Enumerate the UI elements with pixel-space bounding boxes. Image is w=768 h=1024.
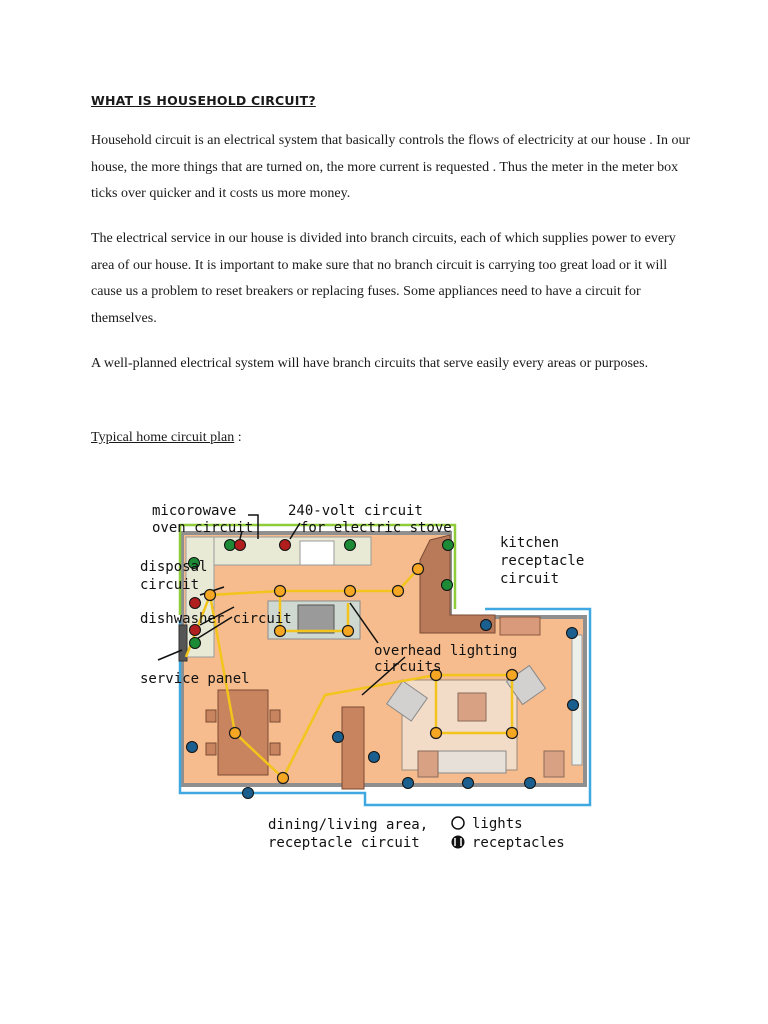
legend-light-symbol — [452, 817, 464, 829]
legend-receptacle-symbol — [452, 836, 464, 848]
cooktop — [298, 605, 334, 633]
sofa — [436, 751, 506, 773]
figure-caption-suffix: : — [234, 430, 242, 445]
label-kitchen-line2: receptacle — [500, 553, 585, 569]
label-microwave-line2: oven circuit — [152, 520, 254, 536]
document-heading: WHAT IS HOUSEHOLD CIRCUIT? — [91, 93, 316, 108]
legend — [452, 816, 565, 851]
figure-caption-text: Typical home circuit plan — [91, 430, 235, 445]
stove — [300, 541, 334, 565]
figure-caption — [91, 425, 242, 451]
label-stove-line2: for electric stove — [300, 520, 452, 536]
kitchen-peninsula — [420, 535, 495, 633]
label-dishwasher: dishwasher circuit — [140, 611, 292, 627]
paragraph-intro: Household circuit is an electrical system that basically controls the flows of electricity at our house . In our house, the more things that are turned on, the more current is requested . Thus the meter in the meter box ticks over quicker and it costs us more money. — [91, 133, 691, 201]
paragraph-well-planned: A well-planned electrical system will have branch circuits that serve easily every areas or purposes. — [91, 356, 649, 371]
dining-table — [218, 690, 268, 775]
label-kitchen-line3: circuit — [500, 571, 560, 587]
legend-lights-label: lights — [472, 816, 523, 832]
legend-receptacles-label: receptacles — [472, 835, 565, 851]
paragraph-branch-circuits: The electrical service in our house is divided into branch circuits, each of which supplies power to every area of our house. It is important to make sure that no branch circuit is carrying too great load or it will cause us a problem to reset breakers or replacing fuses. Some appliances need to have a circuit for themselves. — [91, 231, 676, 326]
label-overhead-line1: overhead lighting — [374, 643, 518, 659]
label-stove-line1: 240-volt circuit — [288, 503, 423, 519]
label-overhead-line2: circuits — [374, 659, 442, 675]
label-kitchen-line1: kitchen — [500, 535, 560, 551]
home-circuit-plan-diagram — [140, 495, 600, 860]
label-service-panel: service panel — [140, 671, 250, 687]
bench — [342, 707, 364, 789]
label-dining-line2: receptacle circuit — [268, 835, 420, 851]
kitchen-cabinet — [500, 617, 540, 635]
label-microwave-line1: micorowave — [152, 503, 237, 519]
label-disposal-line1: disposal — [140, 559, 208, 575]
label-dining-line1: dining/living area, — [268, 817, 429, 833]
label-disposal-line2: circuit — [140, 577, 200, 593]
